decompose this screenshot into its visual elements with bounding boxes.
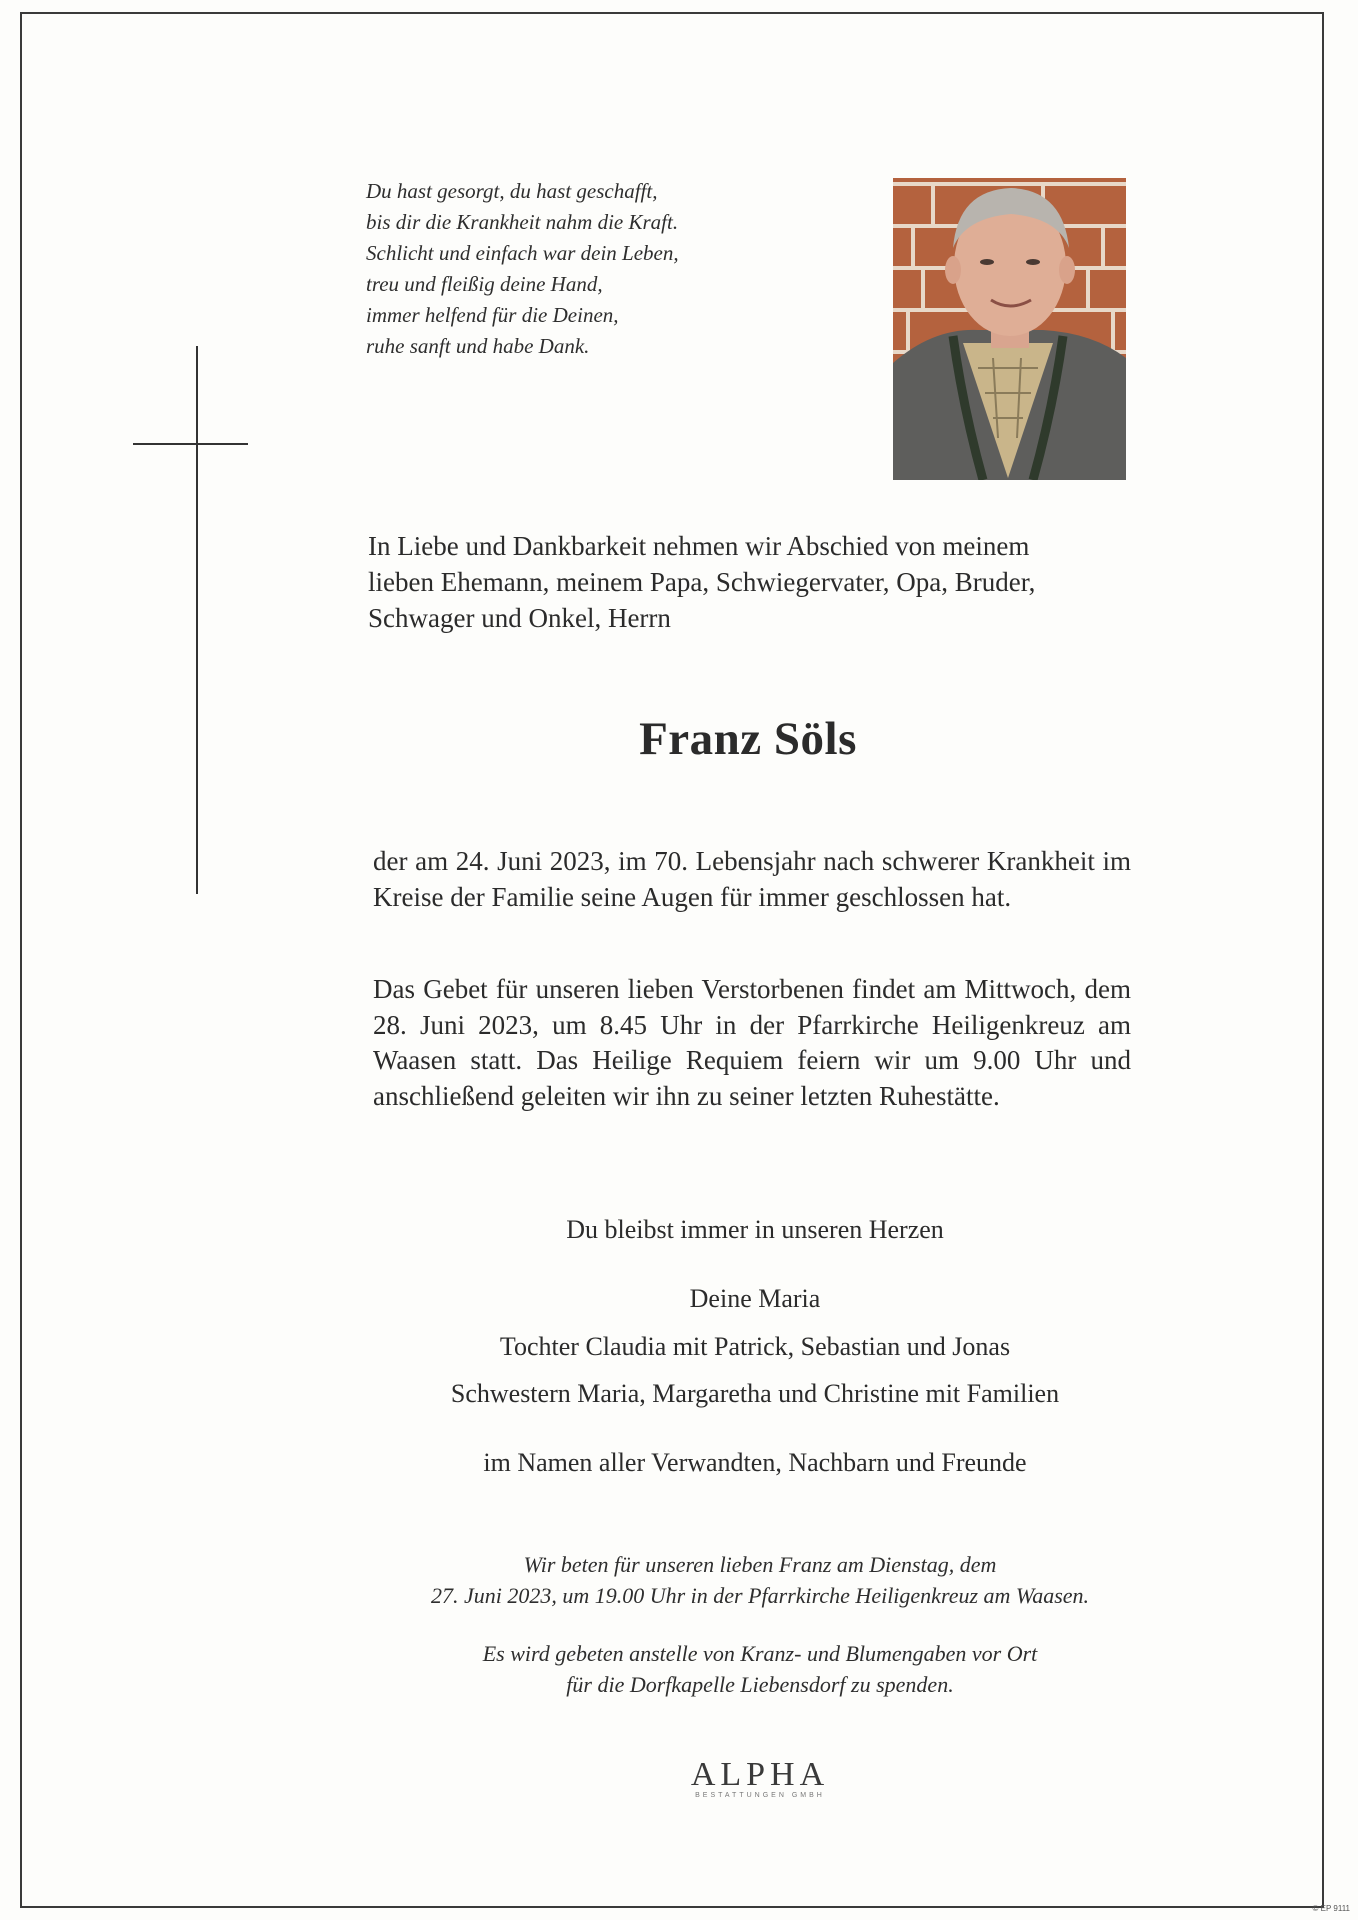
closing-line: Du bleibst immer in unseren Herzen [566,1215,944,1244]
poem-line: bis dir die Krankheit nahm die Kraft. [366,210,679,234]
relatives-line: im Namen aller Verwandten, Nachbarn und Freunde [483,1448,1027,1477]
cross-icon-beam [133,443,248,445]
prayer-note-line: 27. Juni 2023, um 19.00 Uhr in der Pfarrkirche Heiligenkreuz am Waasen. [430,1583,1090,1608]
deceased-name: Franz Söls [639,713,857,765]
funeral-home-logo [620,1756,900,1799]
cross-icon [196,346,198,894]
intro-line: lieben Ehemann, meinem Papa, Schwiegervater, Opa, Bruder, [368,567,1036,597]
donation-note-line: Es wird gebeten anstelle von Kranz- und Blumengaben vor Ort [482,1641,1038,1666]
donation-note-line: für die Dorfkapelle Liebensdorf zu spenden. [566,1672,954,1697]
donation-note [300,1638,1220,1700]
poem-line: treu und fleißig deine Hand, [366,272,603,296]
intro-line: In Liebe und Dankbarkeit nehmen wir Abschied von meinem [368,531,1030,561]
intro-line: Schwager und Onkel, Herrn [368,603,671,633]
poem-line: ruhe sanft und habe Dank. [366,334,590,358]
family-line: Deine Maria [689,1284,821,1313]
family-line: Schwestern Maria, Margaretha und Christine mit Familien [450,1379,1060,1408]
intro-text [368,528,1128,636]
poem-line: Du hast gesorgt, du hast geschafft, [366,179,658,203]
prayer-note [300,1549,1220,1611]
print-code: © EP 9111 [1312,1904,1350,1913]
poem-line: immer helfend für die Deinen, [366,303,619,327]
logo-subtitle: BESTATTUNGEN GMBH [695,1792,825,1799]
logo-name: ALPHA [690,1756,830,1793]
poem-line: Schlicht und einfach war dein Leben, [366,241,679,265]
death-announcement: der am 24. Juni 2023, im 70. Lebensjahr nach schwerer Krankheit im Kreise der Familie seine Augen für immer geschlossen hat. [373,846,1131,912]
family-line: Tochter Claudia mit Patrick, Sebastian und Jonas [499,1332,1011,1361]
poem [366,176,786,362]
portrait-photo [893,178,1126,480]
service-details: Das Gebet für unseren lieben Verstorbenen findet am Mittwoch, dem 28. Juni 2023, um 8.45 Uhr in der Pfarrkirche Heiligenkreuz am Waasen statt. Das Heilige Requiem feiern wir um 9.00 Uhr und anschließend geleiten wir ihn zu seiner letzten Ruhestätte. [373,974,1131,1111]
prayer-note-line: Wir beten für unseren lieben Franz am Dienstag, dem [523,1552,997,1577]
